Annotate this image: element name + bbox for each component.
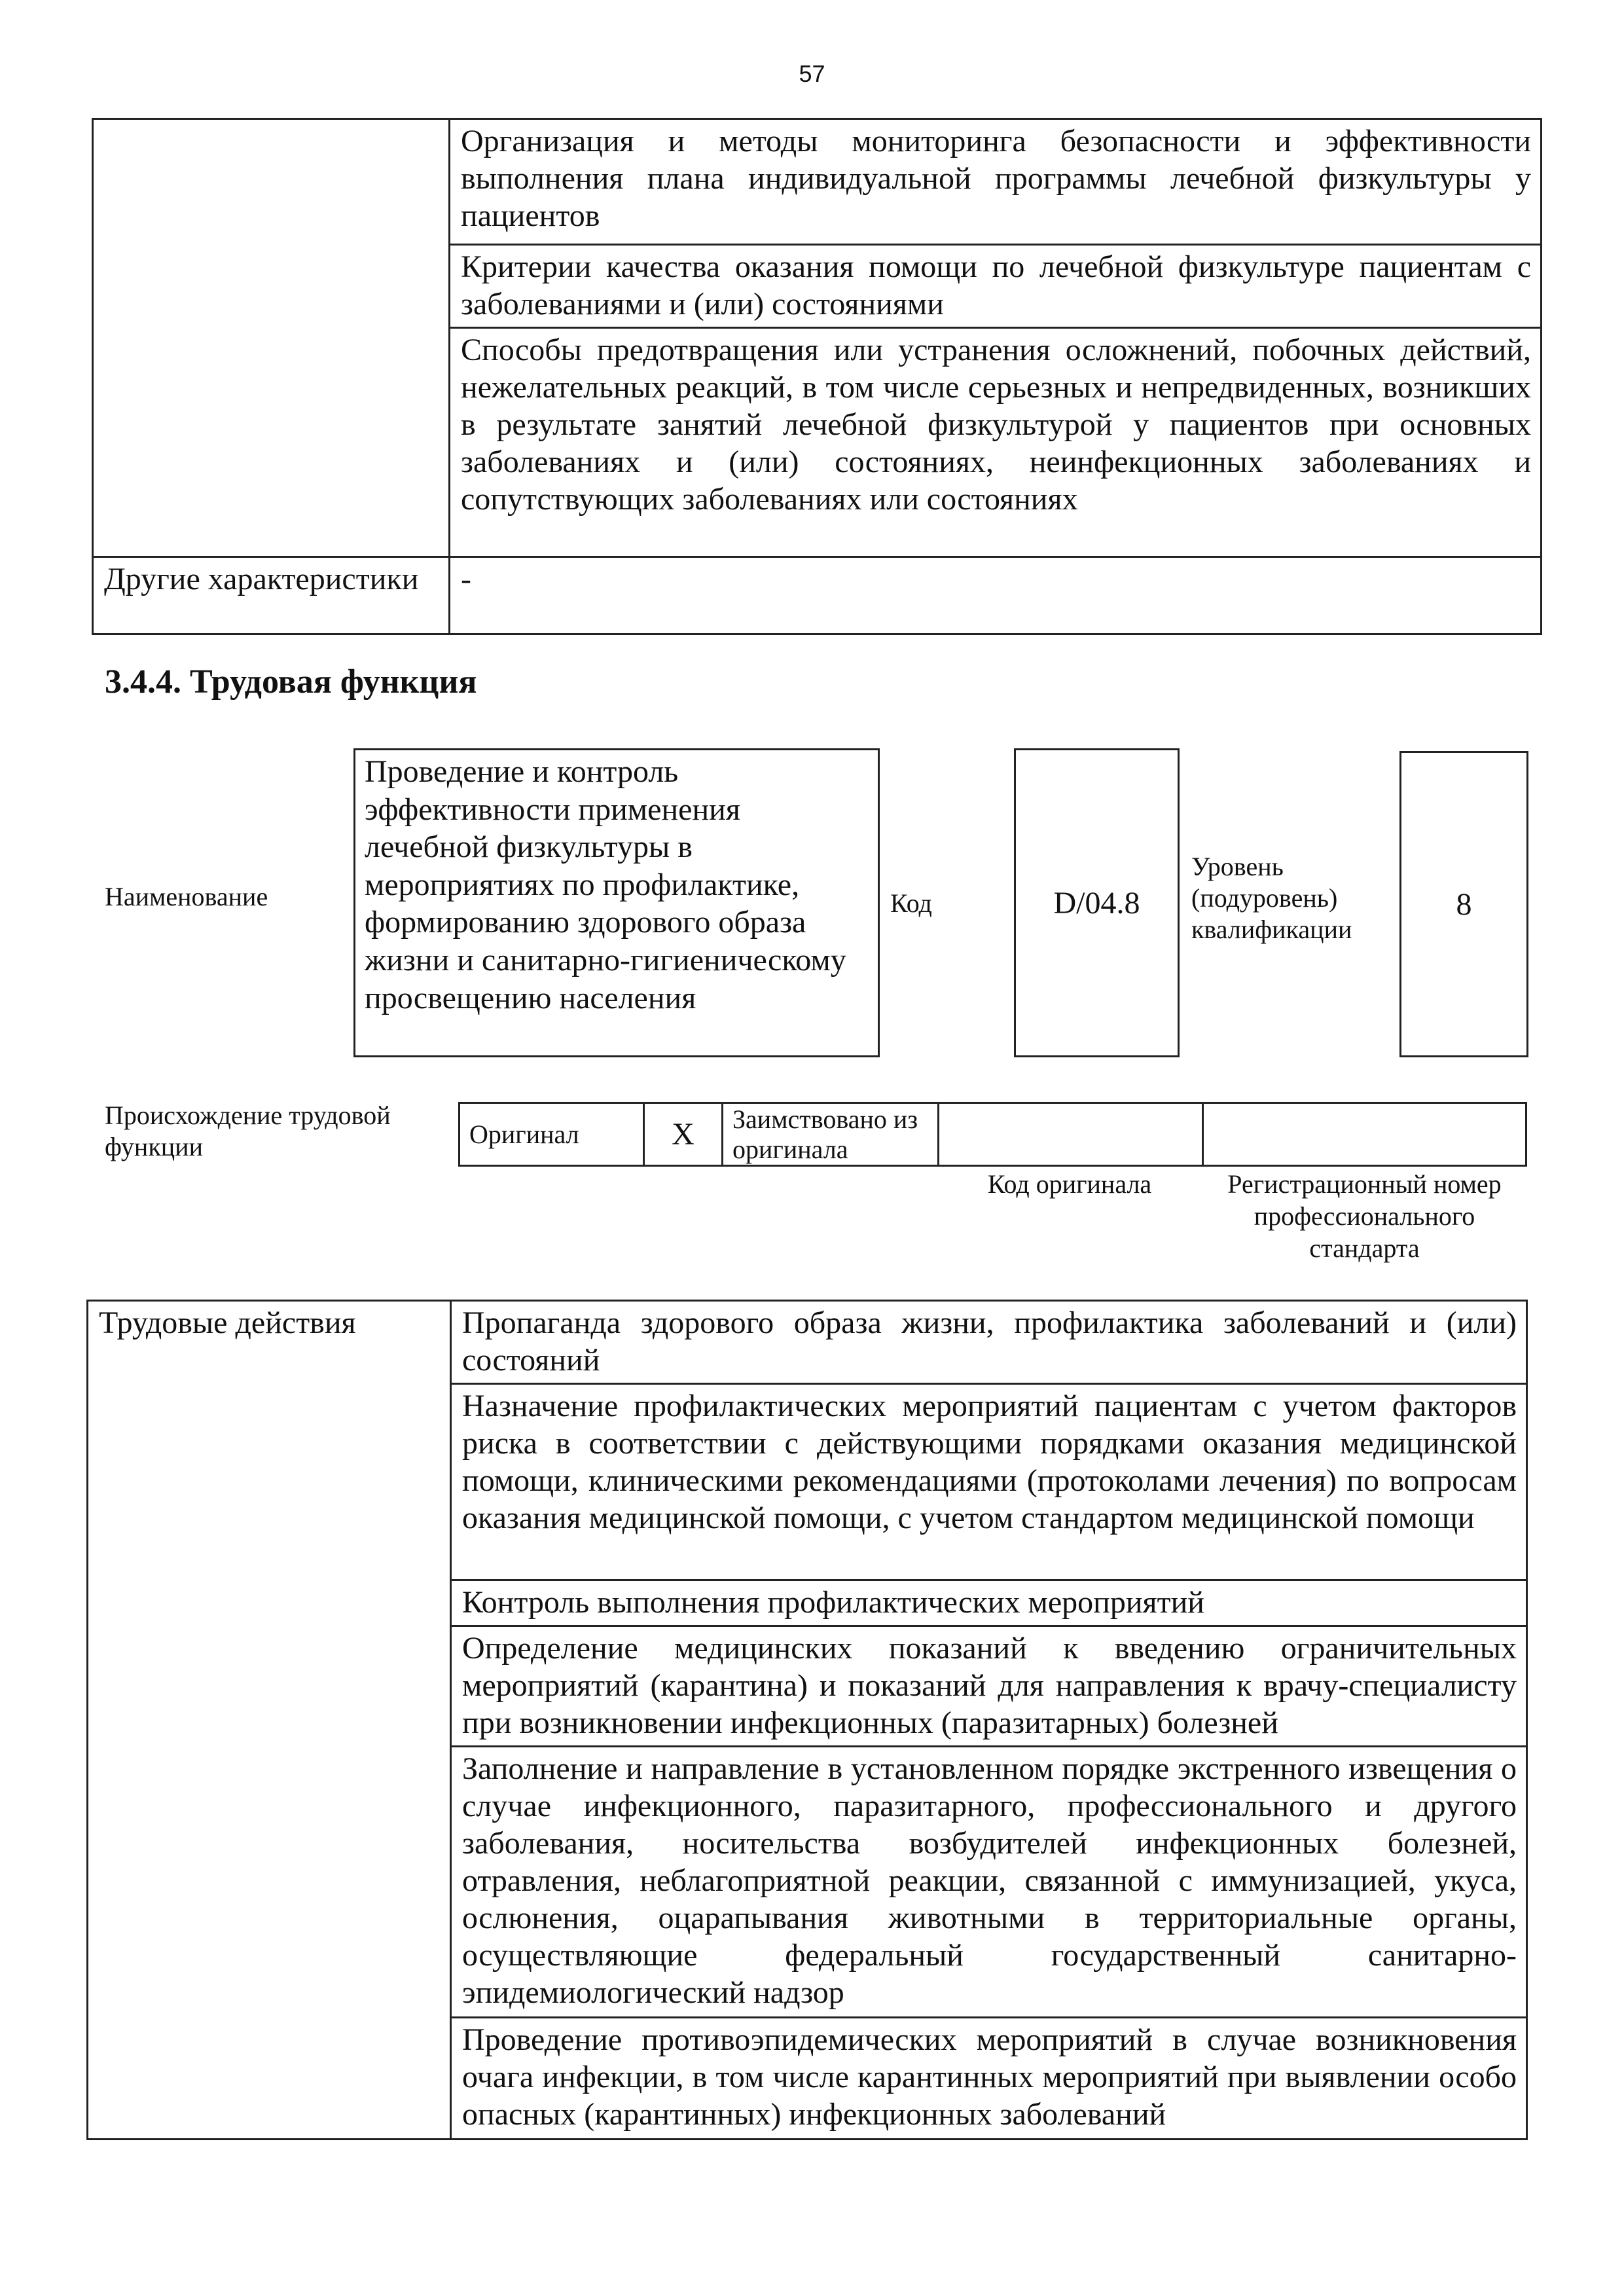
code-original-cell (939, 1103, 1203, 1166)
origin-label: Происхождение трудовой функции (105, 1101, 391, 1161)
actions-label: Трудовые действия (88, 1301, 451, 2140)
borrowed-label: Заимствовано из оригинала (723, 1103, 939, 1166)
action-item: Проведение противоэпидемических мероприятий в случае возникновения очага инфекции, в том числе карантинных мероприятий при выявлении особо опасных (карантинных) инфекционных заболеваний (451, 2018, 1527, 2140)
action-item: Назначение профилактических мероприятий пациентам с учетом факторов риска в соответствии с действующими порядками оказания медицинской помощи, клиническими рекомендациями (протоколами лечения) по вопросам оказания медицинской помощи, с учетом стандартом медицинской помощи (451, 1384, 1527, 1580)
level-label: Уровень (подуровень) квалификации (1191, 852, 1352, 944)
code-original-caption: Код оригинала (987, 1169, 1152, 1199)
reg-number-cell (1203, 1103, 1526, 1166)
top-table-cell-complications: Способы предотвращения или устранения осложнений, побочных действий, нежелательных реакций, в том числе серьезных и непредвиденных, возникших в результате занятий лечебной физкультурой у пациентов при основных заболеваниях и (или) состояниях, неинфекционных заболеваниях и сопутствующих заболеваниях или состояниях (450, 328, 1542, 557)
top-table (92, 118, 1542, 635)
action-item: Пропаганда здорового образа жизни, профилактика заболеваний и (или) состояний (451, 1301, 1527, 1384)
action-item: Определение медицинских показаний к введению ограничительных мероприятий (карантина) и показаний для направления к врачу-специалисту при возникновении инфекционных (паразитарных) болезней (451, 1626, 1527, 1747)
function-name-box: Проведение и контроль эффективности применения лечебной физкультуры в мероприятиях по профилактике, формированию здорового образа жизни и санитарно-гигиеническому просвещению населения (353, 748, 880, 1057)
top-table-label-empty (93, 119, 450, 557)
original-label: Оригинал (460, 1103, 644, 1166)
top-table-cell-monitoring: Организация и методы мониторинга безопасности и эффективности выполнения плана индивидуальной программы лечебной физкультуры у пациентов (450, 119, 1542, 245)
action-item: Контроль выполнения профилактических мероприятий (451, 1580, 1527, 1626)
original-mark: X (644, 1103, 723, 1166)
top-table-label-other: Другие характеристики (93, 557, 450, 634)
top-table-cell-other: - (450, 557, 1542, 634)
section-heading: 3.4.4. Трудовая функция (105, 663, 477, 701)
actions-table (86, 1300, 1528, 2140)
action-item: Заполнение и направление в установленном порядке экстренного извещения о случае инфекционного, паразитарного, профессионального и другого заболевания, носительства возбудителей инфекционных болезней, отравления, неблагоприятной реакции, связанной с иммунизацией, укуса, ослюнения, оцарапывания животными в территориальные органы, осуществляющие федеральный государственный санитарно-эпидемиологический надзор (451, 1747, 1527, 2018)
code-value-box: D/04.8 (1014, 748, 1180, 1057)
name-label: Наименование (105, 882, 268, 911)
page-number: 57 (799, 60, 825, 87)
top-table-cell-quality: Критерии качества оказания помощи по лечебной физкультуре пациентам с заболеваниями и (или) состояниями (450, 245, 1542, 328)
origin-table (458, 1102, 1527, 1167)
reg-number-caption: Регистрационный номер профессионального стандарта (1227, 1169, 1502, 1263)
code-label: Код (890, 888, 932, 918)
level-value-box: 8 (1399, 751, 1528, 1057)
